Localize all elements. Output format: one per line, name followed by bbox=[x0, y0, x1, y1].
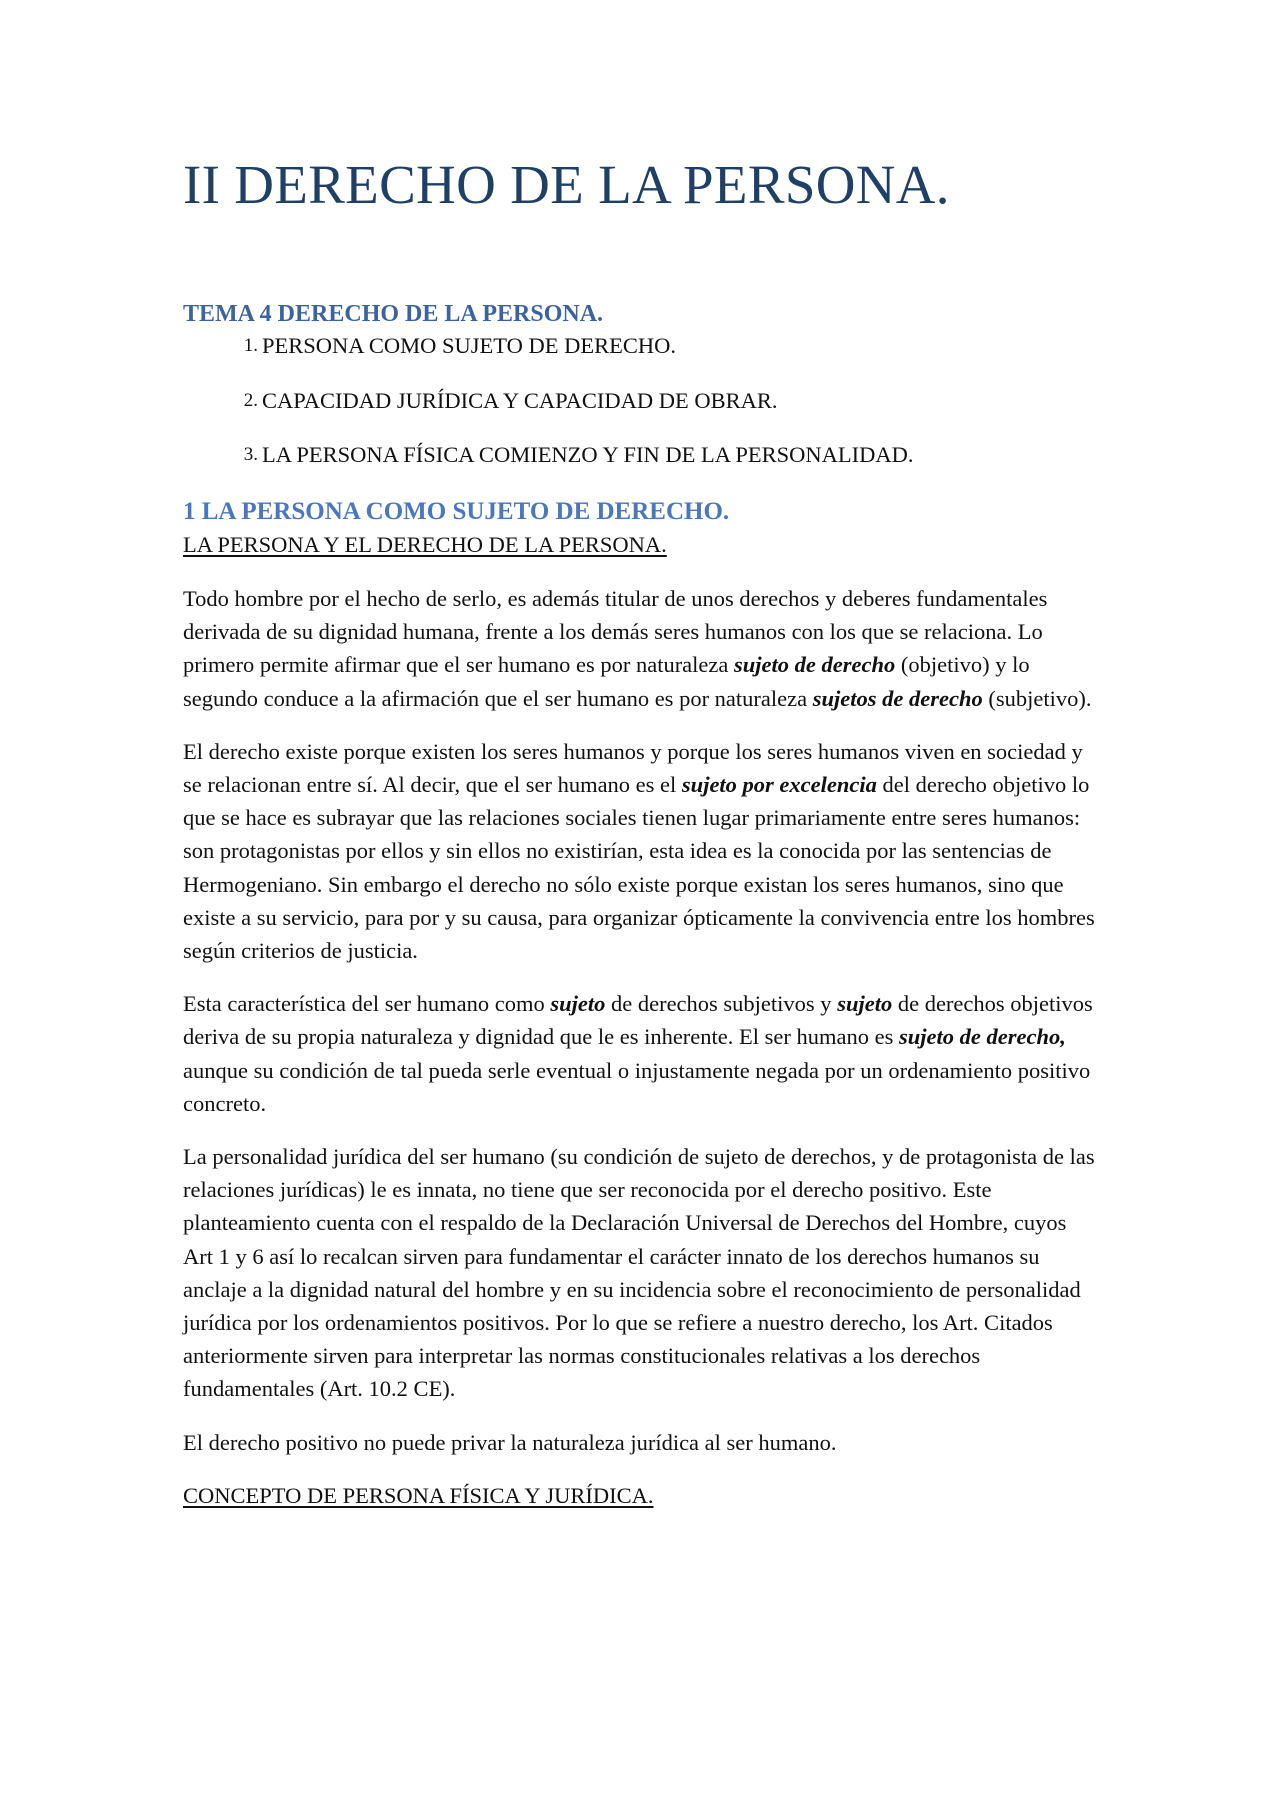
text-run: El derecho existe porque existen los seres humanos y porque los seres humanos viven en sociedad y se relacionan entre sí. Al decir, que el ser humano es el bbox=[183, 738, 1083, 798]
subheading-text: LA PERSONA Y EL DERECHO DE LA PERSONA. bbox=[183, 532, 667, 557]
list-number: 2. bbox=[243, 390, 258, 411]
list-number: 3. bbox=[243, 444, 258, 465]
text-run: (subjetivo). bbox=[982, 685, 1092, 711]
text-run: Esta característica del ser humano como bbox=[183, 991, 551, 1017]
emphasis: sujeto bbox=[550, 991, 606, 1017]
emphasis: sujetos de derecho bbox=[812, 685, 983, 711]
text-run: de derechos objetivos deriva de su propia naturaleza y dignidad que le es inherente. El ser humano es bbox=[183, 991, 1093, 1050]
list-text: PERSONA COMO SUJETO DE DERECHO. bbox=[262, 333, 677, 358]
list-item bbox=[183, 386, 1100, 416]
paragraph-5: El derecho positivo no puede privar la naturaleza jurídica al ser humano. bbox=[183, 1429, 837, 1455]
list-item bbox=[183, 331, 1100, 361]
paragraph-2 bbox=[183, 735, 1100, 967]
list-text: CAPACIDAD JURÍDICA Y CAPACIDAD DE OBRAR. bbox=[262, 388, 778, 413]
emphasis: sujeto bbox=[837, 991, 893, 1017]
text-run: de derechos subjetivos y bbox=[605, 991, 838, 1017]
paragraph-1 bbox=[183, 582, 1100, 715]
text-run: aunque su condición de tal pueda serle eventual o injustamente negada por un ordenamiento positivo concreto. bbox=[183, 1057, 1091, 1116]
emphasis: sujeto de derecho bbox=[734, 652, 896, 678]
list-item bbox=[183, 440, 1100, 470]
emphasis: sujeto por excelencia bbox=[681, 772, 877, 798]
paragraph-3 bbox=[183, 987, 1100, 1120]
text-run: del derecho objetivo lo que se hace es subrayar que las relaciones sociales tienen lugar primariamente entre seres humanos: son protagonistas por ellos y sin ellos no existirían, esta idea es la conocida por las sentencias de Hermogeniano. Sin embargo el derecho no sólo existe porque existan los seres humanos, sino que existe a su servicio, para por y su causa, para organizar ópticamente la convivencia entre los hombres según criterios de justicia. bbox=[183, 772, 1095, 964]
document-title: II DERECHO DE LA PERSONA. bbox=[183, 154, 950, 215]
paragraph-4: La personalidad jurídica del ser humano (su condición de sujeto de derechos, y de protagonista de las relaciones jurídicas) le es innata, no tiene que ser reconocida por el derecho positivo. Este planteamiento cuenta con el respaldo de la Declaración Universal de Derechos del Hombre, cuyos Art 1 y 6 así lo recalcan sirven para fundamentar el carácter innato de los derechos humanos su anclaje a la dignidad natural del hombre y en su incidencia sobre el reconocimiento de personalidad jurídica por los ordenamientos positivos. Por lo que se refiere a nuestro derecho, los Art. Citados anteriormente sirven para interpretar las normas constitucionales relativas a los derechos fundamentales (Art. 10.2 CE). bbox=[183, 1144, 1095, 1402]
text-run: Todo hombre por el hecho de serlo, es además titular de unos derechos y deberes fundamentales derivada de su dignidad humana, frente a los demás seres humanos con los que se relaciona. Lo primero permite afirmar que el ser humano es por naturaleza bbox=[183, 586, 1048, 678]
emphasis: sujeto de derecho, bbox=[899, 1024, 1066, 1050]
subheading-persona-y-derecho bbox=[183, 530, 1100, 559]
section-heading: 1 LA PERSONA COMO SUJETO DE DERECHO. bbox=[183, 498, 730, 525]
text-run: (objetivo) y lo segundo conduce a la afirmación que el ser humano es por naturaleza bbox=[183, 652, 1030, 711]
subheading-text: CONCEPTO DE PERSONA FÍSICA Y JURÍDICA. bbox=[183, 1482, 654, 1508]
subheading-concepto-persona bbox=[183, 1479, 1100, 1512]
list-number: 1. bbox=[243, 335, 258, 356]
tema-heading: TEMA 4 DERECHO DE LA PERSONA. bbox=[183, 301, 604, 327]
list-text: LA PERSONA FÍSICA COMIENZO Y FIN DE LA PERSONALIDAD. bbox=[262, 442, 914, 467]
topic-list bbox=[183, 331, 1100, 470]
